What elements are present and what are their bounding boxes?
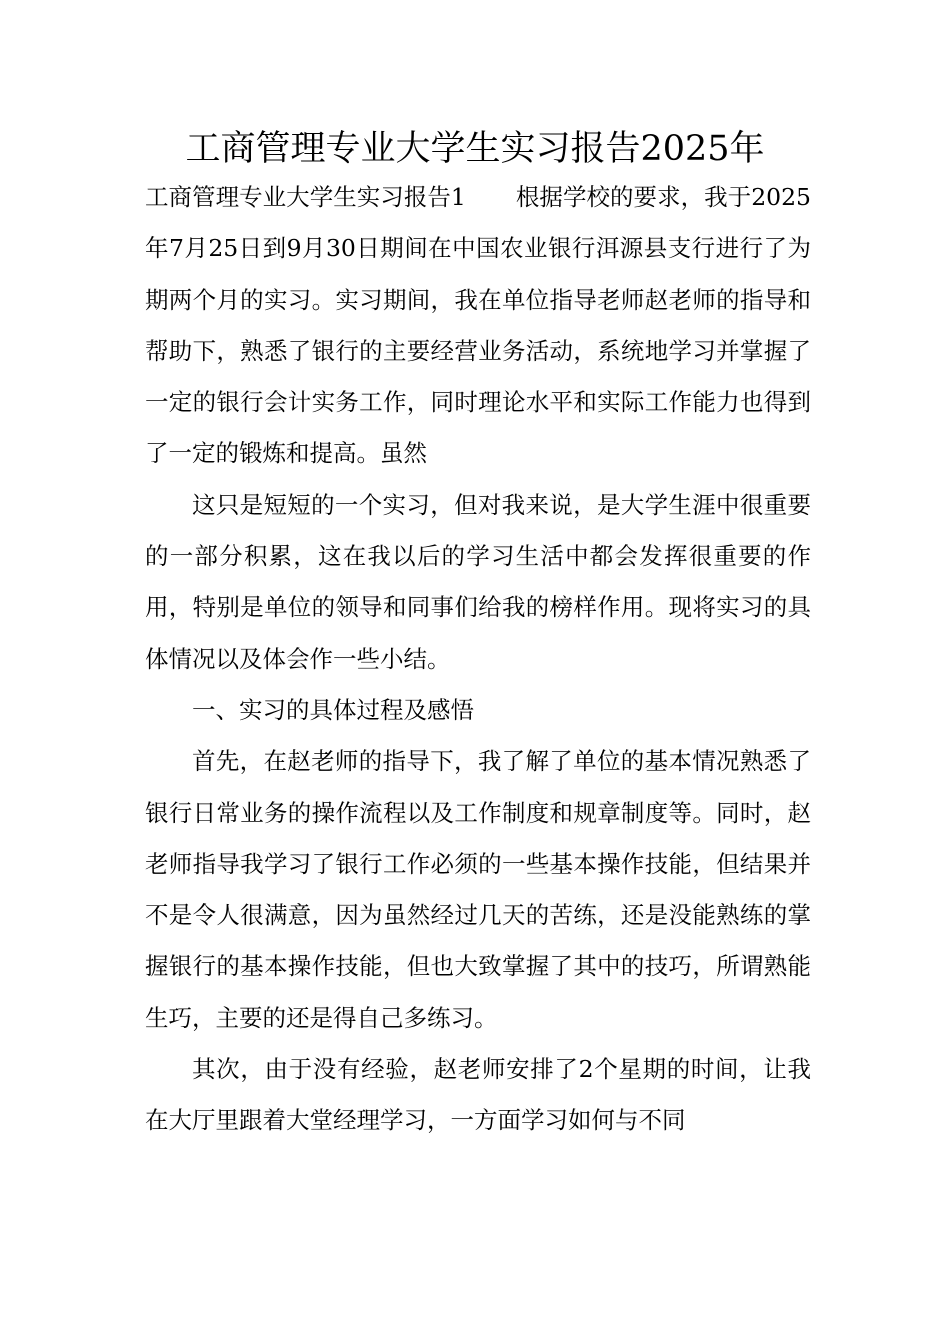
document-body — [145, 172, 811, 1147]
paragraph-4: 其次，由于没有经验，赵老师安排了2个星期的时间，让我在大厅里跟着大堂经理学习，一方面学习如何与不同 — [145, 1055, 811, 1135]
section-heading: 一、实习的具体过程及感悟 — [192, 695, 474, 724]
report-lead: 工商管理专业大学生实习报告1 — [145, 183, 466, 211]
paragraph-2: 这只是短短的一个实习，但对我来说，是大学生涯中很重要的一部分积累，这在我以后的学习生活中都会发挥很重要的作用，特别是单位的领导和同事们给我的榜样作用。现将实习的具体情况以及体会作一些小结。 — [145, 490, 811, 673]
paragraph-1 — [145, 172, 811, 480]
document-title: 工商管理专业大学生实习报告2025年 — [185, 129, 765, 169]
paragraph-1-text: 根据学校的要求，我于2025年7月25日到9月30日期间在中国农业银行洱源县支行进行了为期两个月的实习。实习期间，我在单位指导老师赵老师的指导和帮助下，熟悉了银行的主要经营业务活动，系统地学习并掌握了一定的银行会计实务工作，同时理论水平和实际工作能力也得到了一定的锻炼和提高。虽然 — [145, 183, 812, 468]
paragraph-3: 首先，在赵老师的指导下，我了解了单位的基本情况熟悉了银行日常业务的操作流程以及工作制度和规章制度等。同时，赵老师指导我学习了银行工作必须的一些基本操作技能，但结果并不是令人很满意，因为虽然经过几天的苦练，还是没能熟练的掌握银行的基本操作技能，但也大致掌握了其中的技巧，所谓熟能生巧，主要的还是得自己多练习。 — [145, 747, 811, 1032]
